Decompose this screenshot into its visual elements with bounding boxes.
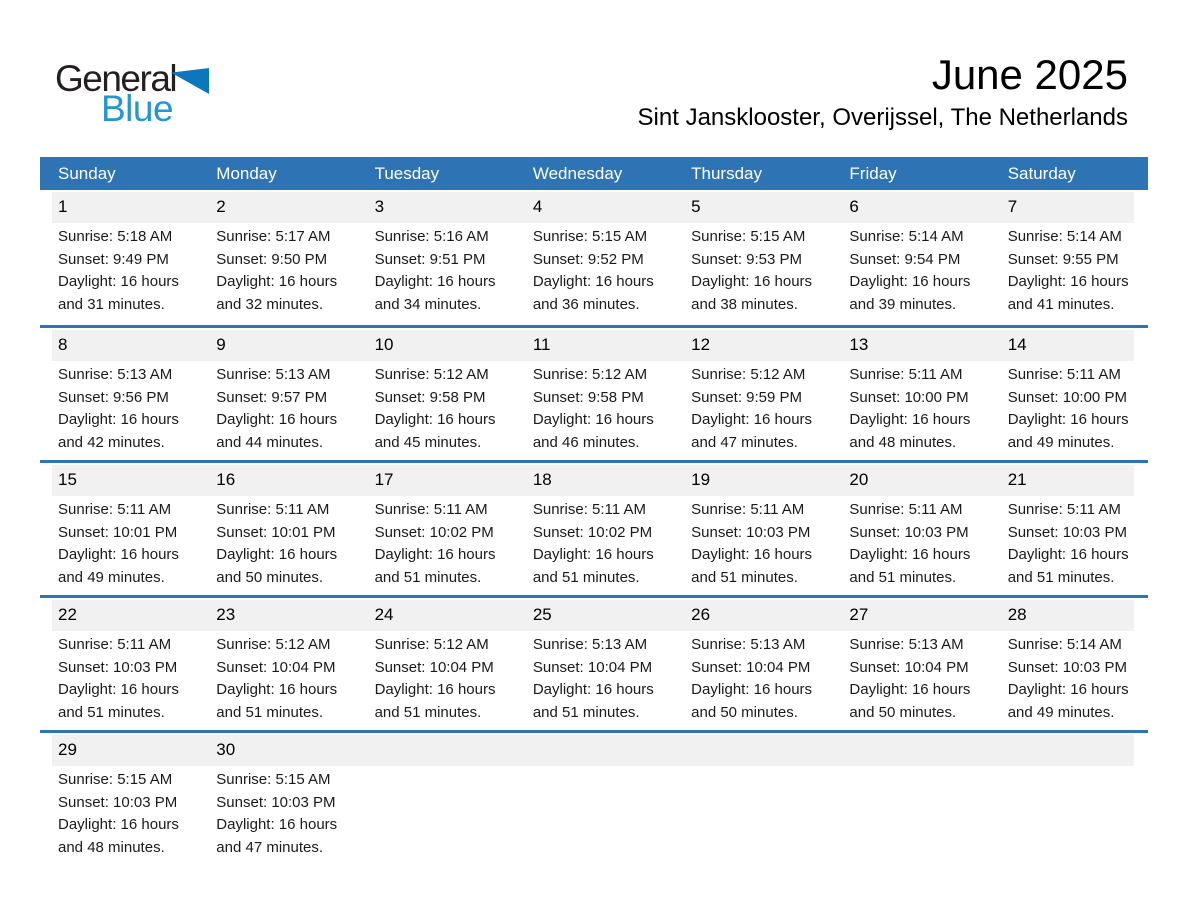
day-cell bbox=[515, 598, 673, 724]
daylight-text: Daylight: 16 hours and 49 minutes. bbox=[58, 546, 179, 586]
daylight-text: Daylight: 16 hours and 49 minutes. bbox=[1007, 411, 1129, 451]
day-number: 20 bbox=[849, 470, 869, 489]
daylight-text: Daylight: 16 hours and 44 minutes. bbox=[216, 411, 338, 451]
sunrise-text: Sunrise: 5:14 AM bbox=[849, 228, 964, 245]
daylight-text: Daylight: 16 hours and 51 minutes. bbox=[58, 681, 179, 721]
day-details bbox=[1008, 634, 1146, 724]
day-cell bbox=[357, 733, 515, 859]
day-details bbox=[691, 499, 829, 589]
sunrise-text: Sunrise: 5:12 AM bbox=[216, 636, 331, 653]
day-number: 17 bbox=[374, 470, 394, 489]
day-cell bbox=[990, 733, 1148, 859]
sunset-text: Sunset: 10:01 PM bbox=[216, 523, 336, 541]
sunrise-text: Sunrise: 5:15 AM bbox=[216, 771, 331, 788]
day-cell bbox=[198, 598, 356, 724]
day-number: 15 bbox=[58, 470, 77, 489]
daylight-text: Daylight: 16 hours and 50 minutes. bbox=[849, 681, 971, 721]
weekday-header-sunday: Sunday bbox=[58, 164, 116, 183]
day-number: 14 bbox=[1007, 335, 1027, 354]
sunset-text: Sunset: 10:02 PM bbox=[532, 523, 653, 541]
week-row bbox=[40, 325, 1148, 460]
weekday-header-row bbox=[40, 157, 1148, 190]
sunrise-text: Sunrise: 5:11 AM bbox=[1007, 501, 1121, 518]
day-cell bbox=[831, 598, 989, 724]
day-cell bbox=[673, 190, 831, 316]
day-cell bbox=[673, 598, 831, 724]
day-cell bbox=[990, 463, 1148, 589]
sunset-text: Sunset: 9:55 PM bbox=[1007, 250, 1119, 268]
day-number: 26 bbox=[691, 605, 711, 624]
sunset-text: Sunset: 10:03 PM bbox=[58, 658, 178, 676]
day-cell bbox=[198, 328, 356, 454]
daylight-text: Daylight: 16 hours and 48 minutes. bbox=[58, 816, 179, 856]
day-details bbox=[1008, 226, 1146, 316]
day-number: 4 bbox=[532, 197, 543, 216]
sunset-text: Sunset: 10:03 PM bbox=[216, 793, 336, 811]
sunset-text: Sunset: 10:04 PM bbox=[216, 658, 336, 676]
day-cell bbox=[357, 463, 515, 589]
sunset-text: Sunset: 9:49 PM bbox=[58, 250, 169, 268]
weekday-header-monday: Monday bbox=[216, 164, 277, 183]
weekday-header-tuesday: Tuesday bbox=[374, 164, 440, 183]
day-number: 5 bbox=[691, 197, 701, 216]
daylight-text: Daylight: 16 hours and 51 minutes. bbox=[216, 681, 338, 721]
daylight-text: Daylight: 16 hours and 39 minutes. bbox=[849, 273, 971, 313]
day-number: 11 bbox=[532, 335, 551, 354]
sunrise-text: Sunrise: 5:16 AM bbox=[374, 228, 489, 245]
day-number: 28 bbox=[1007, 605, 1027, 624]
day-details bbox=[533, 226, 671, 316]
sunrise-text: Sunrise: 5:18 AM bbox=[58, 228, 173, 245]
sunrise-text: Sunrise: 5:11 AM bbox=[691, 501, 805, 518]
sunset-text: Sunset: 10:03 PM bbox=[849, 523, 969, 541]
day-cell bbox=[831, 190, 989, 316]
day-cell bbox=[515, 463, 673, 589]
day-details bbox=[375, 634, 513, 724]
day-details bbox=[533, 634, 671, 724]
day-cell bbox=[40, 463, 198, 589]
sunrise-text: Sunrise: 5:15 AM bbox=[58, 771, 173, 788]
sunset-text: Sunset: 10:03 PM bbox=[1007, 658, 1127, 676]
daylight-text: Daylight: 16 hours and 48 minutes. bbox=[849, 411, 971, 451]
day-number: 25 bbox=[532, 605, 552, 624]
day-details bbox=[58, 226, 196, 316]
week-row bbox=[40, 730, 1148, 865]
day-details bbox=[216, 499, 354, 589]
day-cell bbox=[673, 463, 831, 589]
daylight-text: Daylight: 16 hours and 32 minutes. bbox=[216, 273, 338, 313]
day-number: 12 bbox=[691, 335, 711, 354]
week-row bbox=[40, 460, 1148, 595]
daylight-text: Daylight: 16 hours and 51 minutes. bbox=[691, 546, 813, 586]
sunrise-text: Sunrise: 5:13 AM bbox=[849, 636, 964, 653]
weekday-header-wednesday: Wednesday bbox=[532, 164, 623, 183]
sunset-text: Sunset: 9:52 PM bbox=[532, 250, 644, 268]
day-number: 1 bbox=[58, 197, 68, 216]
sunset-text: Sunset: 9:50 PM bbox=[216, 250, 328, 268]
week-cells bbox=[40, 190, 1148, 316]
sunrise-text: Sunrise: 5:11 AM bbox=[849, 366, 963, 383]
sunrise-text: Sunrise: 5:12 AM bbox=[374, 636, 489, 653]
sunrise-text: Sunrise: 5:12 AM bbox=[374, 366, 489, 383]
day-number: 21 bbox=[1007, 470, 1027, 489]
daylight-text: Daylight: 16 hours and 38 minutes. bbox=[691, 273, 813, 313]
day-cell bbox=[990, 598, 1148, 724]
day-details bbox=[691, 364, 829, 454]
sunset-text: Sunset: 10:03 PM bbox=[58, 793, 178, 811]
day-cell bbox=[515, 733, 673, 859]
day-details bbox=[216, 364, 354, 454]
sunset-text: Sunset: 9:57 PM bbox=[216, 388, 328, 406]
sunrise-text: Sunrise: 5:11 AM bbox=[1007, 366, 1121, 383]
sunrise-text: Sunrise: 5:11 AM bbox=[374, 501, 488, 518]
day-number: 9 bbox=[216, 335, 226, 354]
day-details bbox=[1008, 499, 1146, 589]
day-cell bbox=[40, 190, 198, 316]
daylight-text: Daylight: 16 hours and 36 minutes. bbox=[532, 273, 654, 313]
logo-triangle-icon bbox=[171, 68, 209, 94]
page-header bbox=[0, 0, 1188, 157]
sunset-text: Sunset: 9:51 PM bbox=[374, 250, 486, 268]
day-cell bbox=[990, 328, 1148, 454]
sunrise-text: Sunrise: 5:15 AM bbox=[532, 228, 648, 245]
daylight-text: Daylight: 16 hours and 31 minutes. bbox=[58, 273, 179, 313]
weekday-header-saturday: Saturday bbox=[1007, 164, 1076, 183]
sunrise-text: Sunrise: 5:11 AM bbox=[216, 501, 330, 518]
day-cell bbox=[990, 190, 1148, 316]
weekday-header-thursday: Thursday bbox=[691, 164, 763, 183]
day-number: 10 bbox=[374, 335, 394, 354]
day-details bbox=[216, 769, 354, 859]
day-number: 19 bbox=[691, 470, 711, 489]
day-number: 18 bbox=[532, 470, 552, 489]
day-details bbox=[849, 634, 987, 724]
sunset-text: Sunset: 9:59 PM bbox=[691, 388, 803, 406]
daylight-text: Daylight: 16 hours and 41 minutes. bbox=[1007, 273, 1129, 313]
sunset-text: Sunset: 9:58 PM bbox=[532, 388, 644, 406]
day-number: 3 bbox=[374, 197, 385, 216]
sunrise-text: Sunrise: 5:13 AM bbox=[216, 366, 331, 383]
sunrise-text: Sunrise: 5:12 AM bbox=[691, 366, 806, 383]
day-number: 7 bbox=[1007, 197, 1018, 216]
daylight-text: Daylight: 16 hours and 51 minutes. bbox=[374, 546, 496, 586]
day-number: 27 bbox=[849, 605, 869, 624]
week-cells bbox=[40, 598, 1148, 724]
daylight-text: Daylight: 16 hours and 42 minutes. bbox=[58, 411, 179, 451]
logo-text-blue: Blue bbox=[101, 88, 174, 129]
week-cells bbox=[40, 733, 1148, 859]
day-details bbox=[849, 499, 987, 589]
sunrise-text: Sunrise: 5:15 AM bbox=[691, 228, 806, 245]
sunrise-text: Sunrise: 5:11 AM bbox=[58, 636, 172, 653]
sunset-text: Sunset: 10:02 PM bbox=[374, 523, 494, 541]
day-details bbox=[58, 364, 196, 454]
general-blue-logo bbox=[55, 58, 275, 142]
day-number: 13 bbox=[849, 335, 869, 354]
day-details bbox=[375, 364, 513, 454]
sunrise-text: Sunrise: 5:11 AM bbox=[58, 501, 172, 518]
daylight-text: Daylight: 16 hours and 51 minutes. bbox=[374, 681, 496, 721]
day-cell bbox=[831, 328, 989, 454]
week-row bbox=[40, 595, 1148, 730]
daylight-text: Daylight: 16 hours and 46 minutes. bbox=[532, 411, 654, 451]
daylight-text: Daylight: 16 hours and 51 minutes. bbox=[532, 681, 654, 721]
daylight-text: Daylight: 16 hours and 49 minutes. bbox=[1007, 681, 1129, 721]
day-cell bbox=[357, 598, 515, 724]
sunset-text: Sunset: 10:00 PM bbox=[849, 388, 969, 406]
logo-text-general: General bbox=[55, 58, 177, 99]
day-details bbox=[216, 634, 354, 724]
sunset-text: Sunset: 9:53 PM bbox=[691, 250, 803, 268]
day-details bbox=[1008, 364, 1146, 454]
day-details bbox=[849, 226, 987, 316]
day-cell bbox=[673, 328, 831, 454]
day-cell bbox=[40, 733, 198, 859]
day-cell bbox=[357, 328, 515, 454]
day-details bbox=[533, 499, 671, 589]
daylight-text: Daylight: 16 hours and 51 minutes. bbox=[532, 546, 654, 586]
day-cell bbox=[515, 328, 673, 454]
sunset-text: Sunset: 10:04 PM bbox=[849, 658, 969, 676]
day-cell bbox=[40, 598, 198, 724]
sunset-text: Sunset: 9:56 PM bbox=[58, 388, 169, 406]
day-number: 16 bbox=[216, 470, 236, 489]
sunset-text: Sunset: 10:03 PM bbox=[691, 523, 811, 541]
daylight-text: Daylight: 16 hours and 45 minutes. bbox=[374, 411, 496, 451]
sunset-text: Sunset: 10:04 PM bbox=[691, 658, 811, 676]
daylight-text: Daylight: 16 hours and 50 minutes. bbox=[691, 681, 813, 721]
day-details bbox=[849, 364, 987, 454]
day-details bbox=[691, 226, 829, 316]
sunset-text: Sunset: 10:01 PM bbox=[58, 523, 178, 541]
calendar-table bbox=[40, 157, 1148, 865]
daylight-text: Daylight: 16 hours and 50 minutes. bbox=[216, 546, 338, 586]
day-number: 23 bbox=[216, 605, 236, 624]
daylight-text: Daylight: 16 hours and 51 minutes. bbox=[1007, 546, 1129, 586]
week-cells bbox=[40, 328, 1148, 454]
day-number: 30 bbox=[216, 740, 236, 759]
sunrise-text: Sunrise: 5:13 AM bbox=[691, 636, 806, 653]
sunset-text: Sunset: 10:04 PM bbox=[374, 658, 494, 676]
daylight-text: Daylight: 16 hours and 34 minutes. bbox=[374, 273, 496, 313]
sunrise-text: Sunrise: 5:17 AM bbox=[216, 228, 331, 245]
month-title: June 2025 bbox=[931, 51, 1128, 98]
sunrise-text: Sunrise: 5:13 AM bbox=[58, 366, 173, 383]
day-details bbox=[533, 364, 671, 454]
sunset-text: Sunset: 9:58 PM bbox=[374, 388, 486, 406]
sunrise-text: Sunrise: 5:14 AM bbox=[1007, 636, 1122, 653]
week-cells bbox=[40, 463, 1148, 589]
day-details bbox=[58, 769, 196, 859]
day-cell bbox=[198, 733, 356, 859]
day-cell bbox=[515, 190, 673, 316]
sunrise-text: Sunrise: 5:12 AM bbox=[532, 366, 648, 383]
week-row bbox=[40, 190, 1148, 325]
title-block bbox=[638, 50, 1128, 134]
sunset-text: Sunset: 10:04 PM bbox=[532, 658, 653, 676]
sunrise-text: Sunrise: 5:11 AM bbox=[532, 501, 646, 518]
day-cell bbox=[198, 463, 356, 589]
day-details bbox=[375, 499, 513, 589]
day-cell bbox=[831, 733, 989, 859]
location-subtitle: Sint Jansklooster, Overijssel, The Netherlands bbox=[637, 104, 1128, 131]
day-details bbox=[691, 634, 829, 724]
daylight-text: Daylight: 16 hours and 47 minutes. bbox=[691, 411, 813, 451]
day-number: 24 bbox=[374, 605, 394, 624]
day-number: 29 bbox=[58, 740, 77, 759]
day-number: 8 bbox=[58, 335, 68, 354]
day-cell bbox=[40, 328, 198, 454]
sunset-text: Sunset: 10:00 PM bbox=[1007, 388, 1127, 406]
day-cell bbox=[357, 190, 515, 316]
sunrise-text: Sunrise: 5:14 AM bbox=[1007, 228, 1122, 245]
day-details bbox=[58, 634, 196, 724]
sunrise-text: Sunrise: 5:13 AM bbox=[532, 636, 648, 653]
day-details bbox=[216, 226, 354, 316]
calendar-weeks bbox=[40, 190, 1148, 865]
day-details bbox=[58, 499, 196, 589]
daylight-text: Daylight: 16 hours and 47 minutes. bbox=[216, 816, 338, 856]
day-number: 2 bbox=[216, 197, 226, 216]
weekday-header-friday: Friday bbox=[849, 164, 897, 183]
sunset-text: Sunset: 10:03 PM bbox=[1007, 523, 1127, 541]
day-details bbox=[375, 226, 513, 316]
day-cell bbox=[831, 463, 989, 589]
day-number: 6 bbox=[849, 197, 859, 216]
day-number: 22 bbox=[58, 605, 77, 624]
sunrise-text: Sunrise: 5:11 AM bbox=[849, 501, 963, 518]
daylight-text: Daylight: 16 hours and 51 minutes. bbox=[849, 546, 971, 586]
sunset-text: Sunset: 9:54 PM bbox=[849, 250, 961, 268]
day-cell bbox=[673, 733, 831, 859]
day-cell bbox=[198, 190, 356, 316]
